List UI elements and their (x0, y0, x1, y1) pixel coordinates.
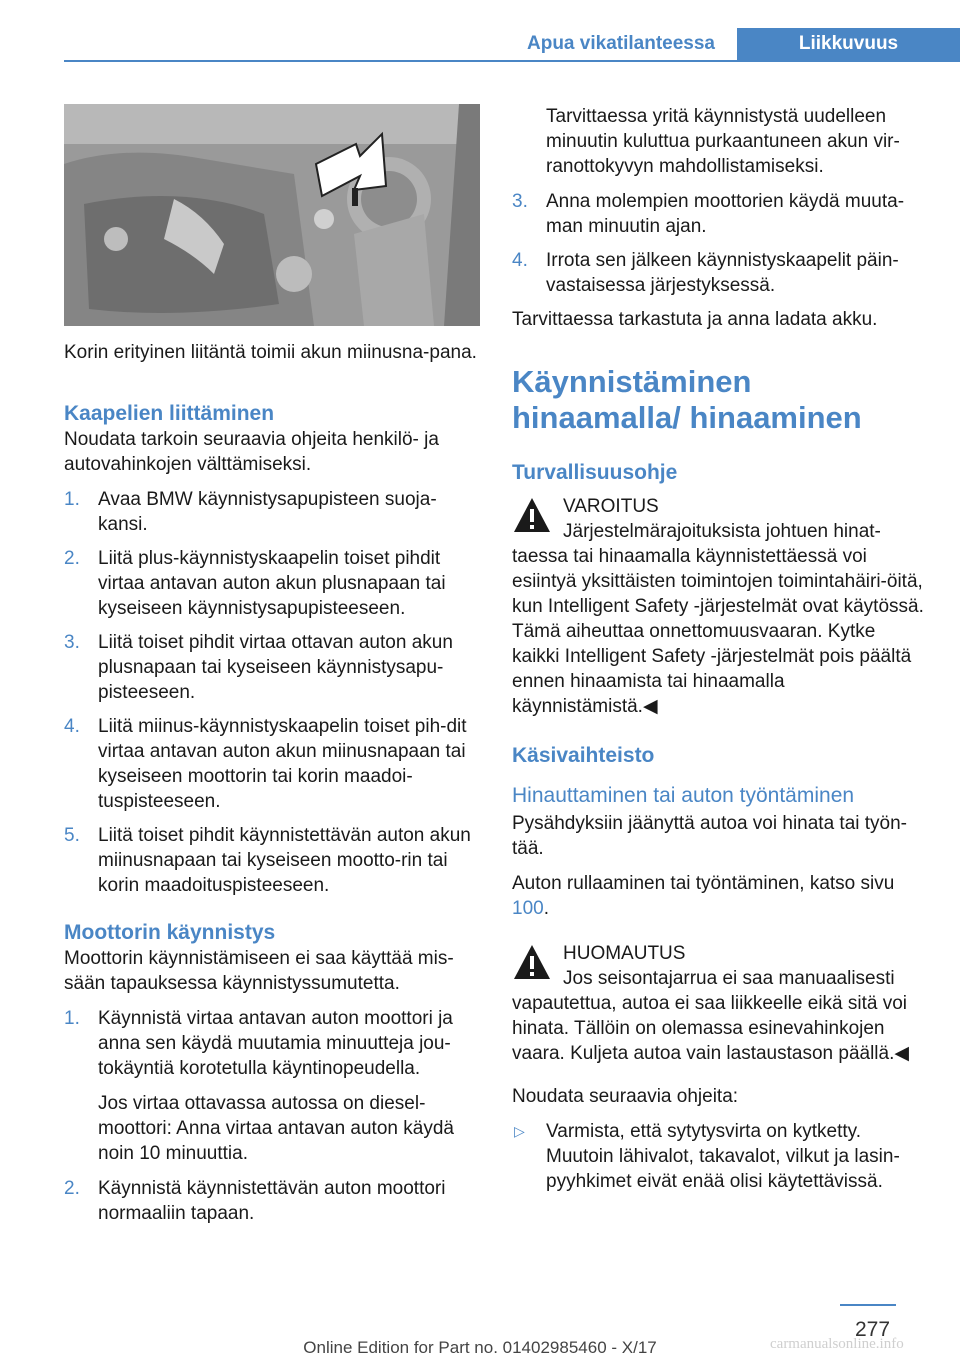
section-title-safety: Turvallisuusohje (512, 461, 678, 484)
notice-heading: HUOMAUTUS (563, 943, 686, 964)
page-link[interactable]: 100 (512, 898, 544, 919)
warning-triangle-icon (512, 943, 552, 981)
notice-text: vapautettua, autoa ei saa liikkeelle eikä sitä voi hinata. Tällöin on olemassa esinevahinkojen vaara. Kuljeta autoa vain lastaustason päällä.◀ (512, 993, 909, 1064)
section-title-cables: Kaapelien liittäminen (64, 402, 275, 425)
warning-text: taessa tai hinaamalla käynnistettäessä voi esiintyä yksittäisten toimintojen toimintahäiri-öitä, kun Intelligent Safety -järjestelmät ovat käytössä. Tämä aiheuttaa onnettomuusvaaran. Kytke kaikki Intelligent Safety -järjestelmät pois päältä ennen hinaamista tai hinaamalla käynnistämistä.◀ (512, 546, 924, 717)
page-title-towing: Käynnistäminen hinaamalla/ hinaaminen (512, 364, 862, 435)
notice-first-line: Jos seisontajarrua ei saa manuaalisesti (563, 968, 895, 989)
list-item: 1. Avaa BMW käynnistysapupisteen suoja-kansi. (64, 489, 437, 535)
image-caption: Korin erityinen liitäntä toimii akun miinusna-pana. (64, 342, 477, 363)
continued-text: Tarvittaessa yritä käynnistystä uudelleen minuutin kuluttua purkaantuneen akun vir-ranottokyvyn mahdollistamiseksi. (546, 106, 900, 177)
left-column (64, 340, 480, 1235)
follow-text: Noudata seuraavia ohjeita: (512, 1086, 739, 1107)
list-item: 3. Anna molempien moottorien käydä muuta-man minuutin ajan. (512, 191, 905, 237)
section-title-engine-start: Moottorin käynnistys (64, 921, 276, 944)
list-item: 4. Irrota sen jälkeen käynnistyskaapelit päin-vastaisessa järjestyksessä. (512, 250, 899, 296)
list-item: 2. Käynnistä käynnistettävän auton moottori normaaliin tapaan. (64, 1178, 446, 1224)
triangle-bullet-icon: ▷ (514, 1123, 525, 1139)
tab-help[interactable]: Apua vikatilanteessa (527, 33, 715, 54)
list-item: 5. Liitä toiset pihdit käynnistettävän auton akun miinusnapaan tai kyseiseen mootto-rin tai korin maadoituspisteeseen. (64, 825, 471, 896)
page-number: 277 (855, 1318, 891, 1341)
list-item: 1. Käynnistä virtaa antavan auton moottori ja anna sen käydä muutamia minuutteja jou-tokäyntiä korotetulla käyntinopeudella. Jos virtaa ottavassa autossa on diesel-moottori: Anna virtaa antavan auton käydä noin 10 minuuttia. (64, 1008, 454, 1164)
page-header (0, 0, 960, 62)
section-intro-cables: Noudata tarkoin seuraavia ohjeita henkilö- ja autovahinkojen välttämiseksi. (64, 429, 439, 475)
push-text: Pysähdyksiin jäänyttä autoa voi hinata tai työn-tää. (512, 813, 908, 859)
section-title-manual: Käsivaihteisto (512, 744, 655, 767)
footer-rule (840, 1304, 896, 1306)
section-title-push: Hinauttaminen tai auton työntäminen (512, 784, 855, 807)
engine-start-steps-list (64, 1006, 480, 1226)
warning-box (512, 494, 924, 719)
engine-bay-illustration (64, 104, 480, 326)
list-item: ▷ Varmista, että sytytysvirta on kytketty. Muutoin lähivalot, takavalot, vilkut ja lasin-pyyhkimet eivät enää olisi käytettävissä. (514, 1121, 900, 1192)
footer-edition: Online Edition for Part no. 01402985460 - X/17 (303, 1338, 657, 1357)
warning-triangle-icon (512, 496, 552, 534)
tab-mobility[interactable]: Liikkuvuus (737, 28, 960, 60)
cable-steps-list (64, 487, 480, 898)
notice-box (512, 941, 924, 1066)
continued-steps-list (512, 189, 924, 298)
list-item: 3. Liitä toiset pihdit virtaa ottavan auton akun plusnapaan tai kyseiseen käynnistysapu-pisteeseen. (64, 632, 453, 703)
instruction-list (512, 1119, 924, 1194)
warning-heading: VAROITUS (563, 496, 659, 517)
header-rule (64, 60, 960, 62)
battery-note: Tarvittaessa tarkastuta ja anna ladata akku. (512, 309, 878, 330)
warning-first-line: Järjestelmärajoituksista johtuen hinat- (563, 521, 881, 542)
section-intro-engine-start: Moottorin käynnistämiseen ei saa käyttää mis-sään tapauksessa käynnistyssumutetta. (64, 948, 454, 994)
list-item: 4. Liitä miinus-käynnistyskaapelin toiset pih-dit virtaa antavan auton akun miinusnapaan tai kyseiseen moottorin tai korin maadoi-tuspisteeseen. (64, 716, 467, 812)
roll-text: Auton rullaaminen tai työntäminen, katso sivu 100. (512, 873, 895, 919)
list-item: 2. Liitä plus-käynnistyskaapelin toiset pihdit virtaa antavan auton akun plusnapaan tai kyseiseen käynnistysapupisteeseen. (64, 548, 446, 619)
watermark: carmanualsonline.info (770, 1336, 904, 1352)
right-column (512, 104, 924, 1194)
